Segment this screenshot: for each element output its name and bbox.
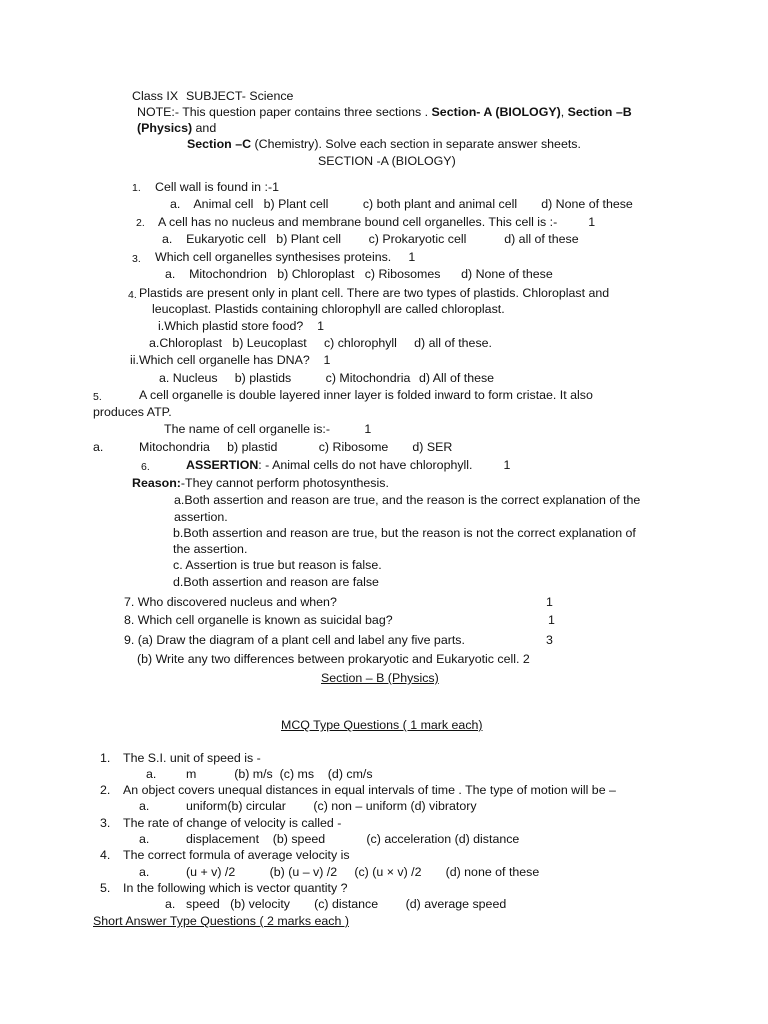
q4-sub1: i.Which plastid store food? 1 — [158, 319, 324, 333]
q6-option-b-line-2: the assertion. — [173, 542, 248, 556]
note-section-a: Section- A (BIOLOGY) — [431, 105, 561, 119]
p1-option-a-label: a. — [146, 767, 157, 781]
p2-option-a-label: a. — [139, 799, 150, 813]
p3-options: displacement (b) speed (c) acceleration (d) distance — [186, 832, 520, 846]
reason-label: Reason: — [132, 476, 181, 490]
p5-number: 5. — [100, 881, 111, 895]
q4-sub2: ii.Which cell organelle has DNA? 1 — [130, 353, 331, 367]
p1-options: m (b) m/s (c) ms (d) cm/s — [186, 767, 373, 781]
q5-options: Mitochondria b) plastid c) Ribosome d) SER — [139, 440, 453, 454]
q4-number: 4. — [128, 289, 137, 301]
subject-label: SUBJECT- Science — [186, 89, 294, 103]
q4-sub2-option-d: d) All of these — [419, 371, 495, 385]
mcq-heading: MCQ Type Questions ( 1 mark each) — [281, 718, 483, 732]
q3-options: a. Mitochondrion b) Chloroplast c) Ribosomes d) None of these — [165, 267, 553, 281]
p2-options: uniform(b) circular (c) non – uniform (d) vibratory — [186, 799, 477, 813]
p1-text: The S.I. unit of speed is - — [123, 751, 261, 765]
section-b-title: Section – B (Physics) — [321, 671, 439, 685]
q6-option-a-line-2: assertion. — [174, 510, 228, 524]
p4-options: (u + v) /2 (b) (u – v) /2 (c) (u × v) /2 (d) none of these — [186, 865, 540, 879]
note-line-2 — [137, 120, 216, 136]
q6-option-a-line-1: a.Both assertion and reason are true, and the reason is the correct explanation of the — [174, 493, 641, 507]
p5-options: speed (b) velocity (c) distance (d) average speed — [186, 897, 507, 911]
q8-text: 8. Which cell organelle is known as suicidal bag? — [124, 613, 393, 627]
q5-line-2: produces ATP. — [93, 405, 172, 419]
q4-sub1-options: a.Chloroplast b) Leucoplast c) chlorophyll d) all of these. — [149, 336, 492, 350]
q2-number: 2. — [136, 217, 145, 229]
q9-marks: 3 — [546, 633, 553, 647]
q1-text: Cell wall is found in :-1 — [155, 180, 279, 194]
p4-option-a-label: a. — [139, 865, 150, 879]
q6-reason — [132, 475, 389, 491]
note-prefix: NOTE:- This question paper contains three sections . — [137, 105, 432, 119]
note-line-3 — [187, 136, 581, 152]
q2-options: a. Eukaryotic cell b) Plant cell c) Prokaryotic cell d) all of these — [162, 232, 579, 246]
q4-line-2: leucoplast. Plastids containing chlorophyll are called chloroplast. — [152, 302, 505, 316]
p5-text: In the following which is vector quantity ? — [123, 881, 348, 895]
q4-sub2-options: a. Nucleus b) plastids c) Mitochondria — [159, 371, 411, 385]
q7-text: 7. Who discovered nucleus and when? — [124, 595, 337, 609]
reason-text: -They cannot perform photosynthesis. — [180, 476, 389, 490]
q5-line-3: The name of cell organelle is:- 1 — [164, 422, 372, 436]
q6-number: 6. — [141, 461, 150, 473]
q3-number: 3. — [132, 253, 141, 265]
note-section-c: Section –C — [187, 137, 252, 151]
q3-text: Which cell organelles synthesises proteins. 1 — [155, 250, 416, 264]
p3-text: The rate of change of velocity is called - — [123, 816, 342, 830]
q6-option-b-line-1: b.Both assertion and reason are true, but the reason is not the correct explanation of — [173, 526, 636, 540]
assertion-text: : - Animal cells do not have chlorophyll. 1 — [258, 458, 511, 472]
q1-number: 1. — [132, 182, 141, 194]
p1-number: 1. — [100, 751, 111, 765]
q8-marks: 1 — [548, 613, 555, 627]
note-section-b: Section –B — [567, 105, 632, 119]
note-tail: (Chemistry). Solve each section in separate answer sheets. — [251, 137, 581, 151]
q9-text: 9. (a) Draw the diagram of a plant cell and label any five parts. — [124, 633, 465, 647]
q2-text: A cell has no nucleus and membrane bound cell organelles. This cell is :- 1 — [158, 215, 596, 229]
q9-b-text: (b) Write any two differences between prokaryotic and Eukaryotic cell. 2 — [137, 652, 530, 666]
q6-option-d: d.Both assertion and reason are false — [173, 575, 379, 589]
p5-option-a-label: a. — [165, 897, 176, 911]
q6-option-c: c. Assertion is true but reason is false. — [173, 558, 382, 572]
p4-number: 4. — [100, 848, 111, 862]
p2-number: 2. — [100, 783, 111, 797]
class-label: Class IX — [132, 89, 179, 103]
q5-option-a-label: a. — [93, 440, 104, 454]
p4-text: The correct formula of average velocity is — [123, 848, 350, 862]
note-and: and — [192, 121, 217, 135]
p2-text: An object covers unequal distances in equal intervals of time . The type of motion will be – — [123, 783, 616, 797]
section-a-title: SECTION -A (BIOLOGY) — [318, 154, 456, 168]
q6-assertion — [186, 457, 510, 473]
q5-line-1: A cell organelle is double layered inner layer is folded inward to form cristae. It also — [139, 388, 593, 402]
q1-options: a. Animal cell b) Plant cell c) both plant and animal cell d) None of these — [170, 197, 633, 211]
q7-marks: 1 — [546, 595, 553, 609]
p3-option-a-label: a. — [139, 832, 150, 846]
q5-number: 5. — [93, 391, 102, 403]
short-answer-heading: Short Answer Type Questions ( 2 marks each ) — [93, 914, 349, 928]
note-line-1 — [137, 104, 632, 120]
note-comma: , — [560, 105, 568, 119]
assertion-label: ASSERTION — [186, 458, 259, 472]
note-physics: (Physics) — [137, 121, 193, 135]
p3-number: 3. — [100, 816, 111, 830]
q4-line-1: Plastids are present only in plant cell. There are two types of plastids. Chloroplast and — [139, 286, 610, 300]
